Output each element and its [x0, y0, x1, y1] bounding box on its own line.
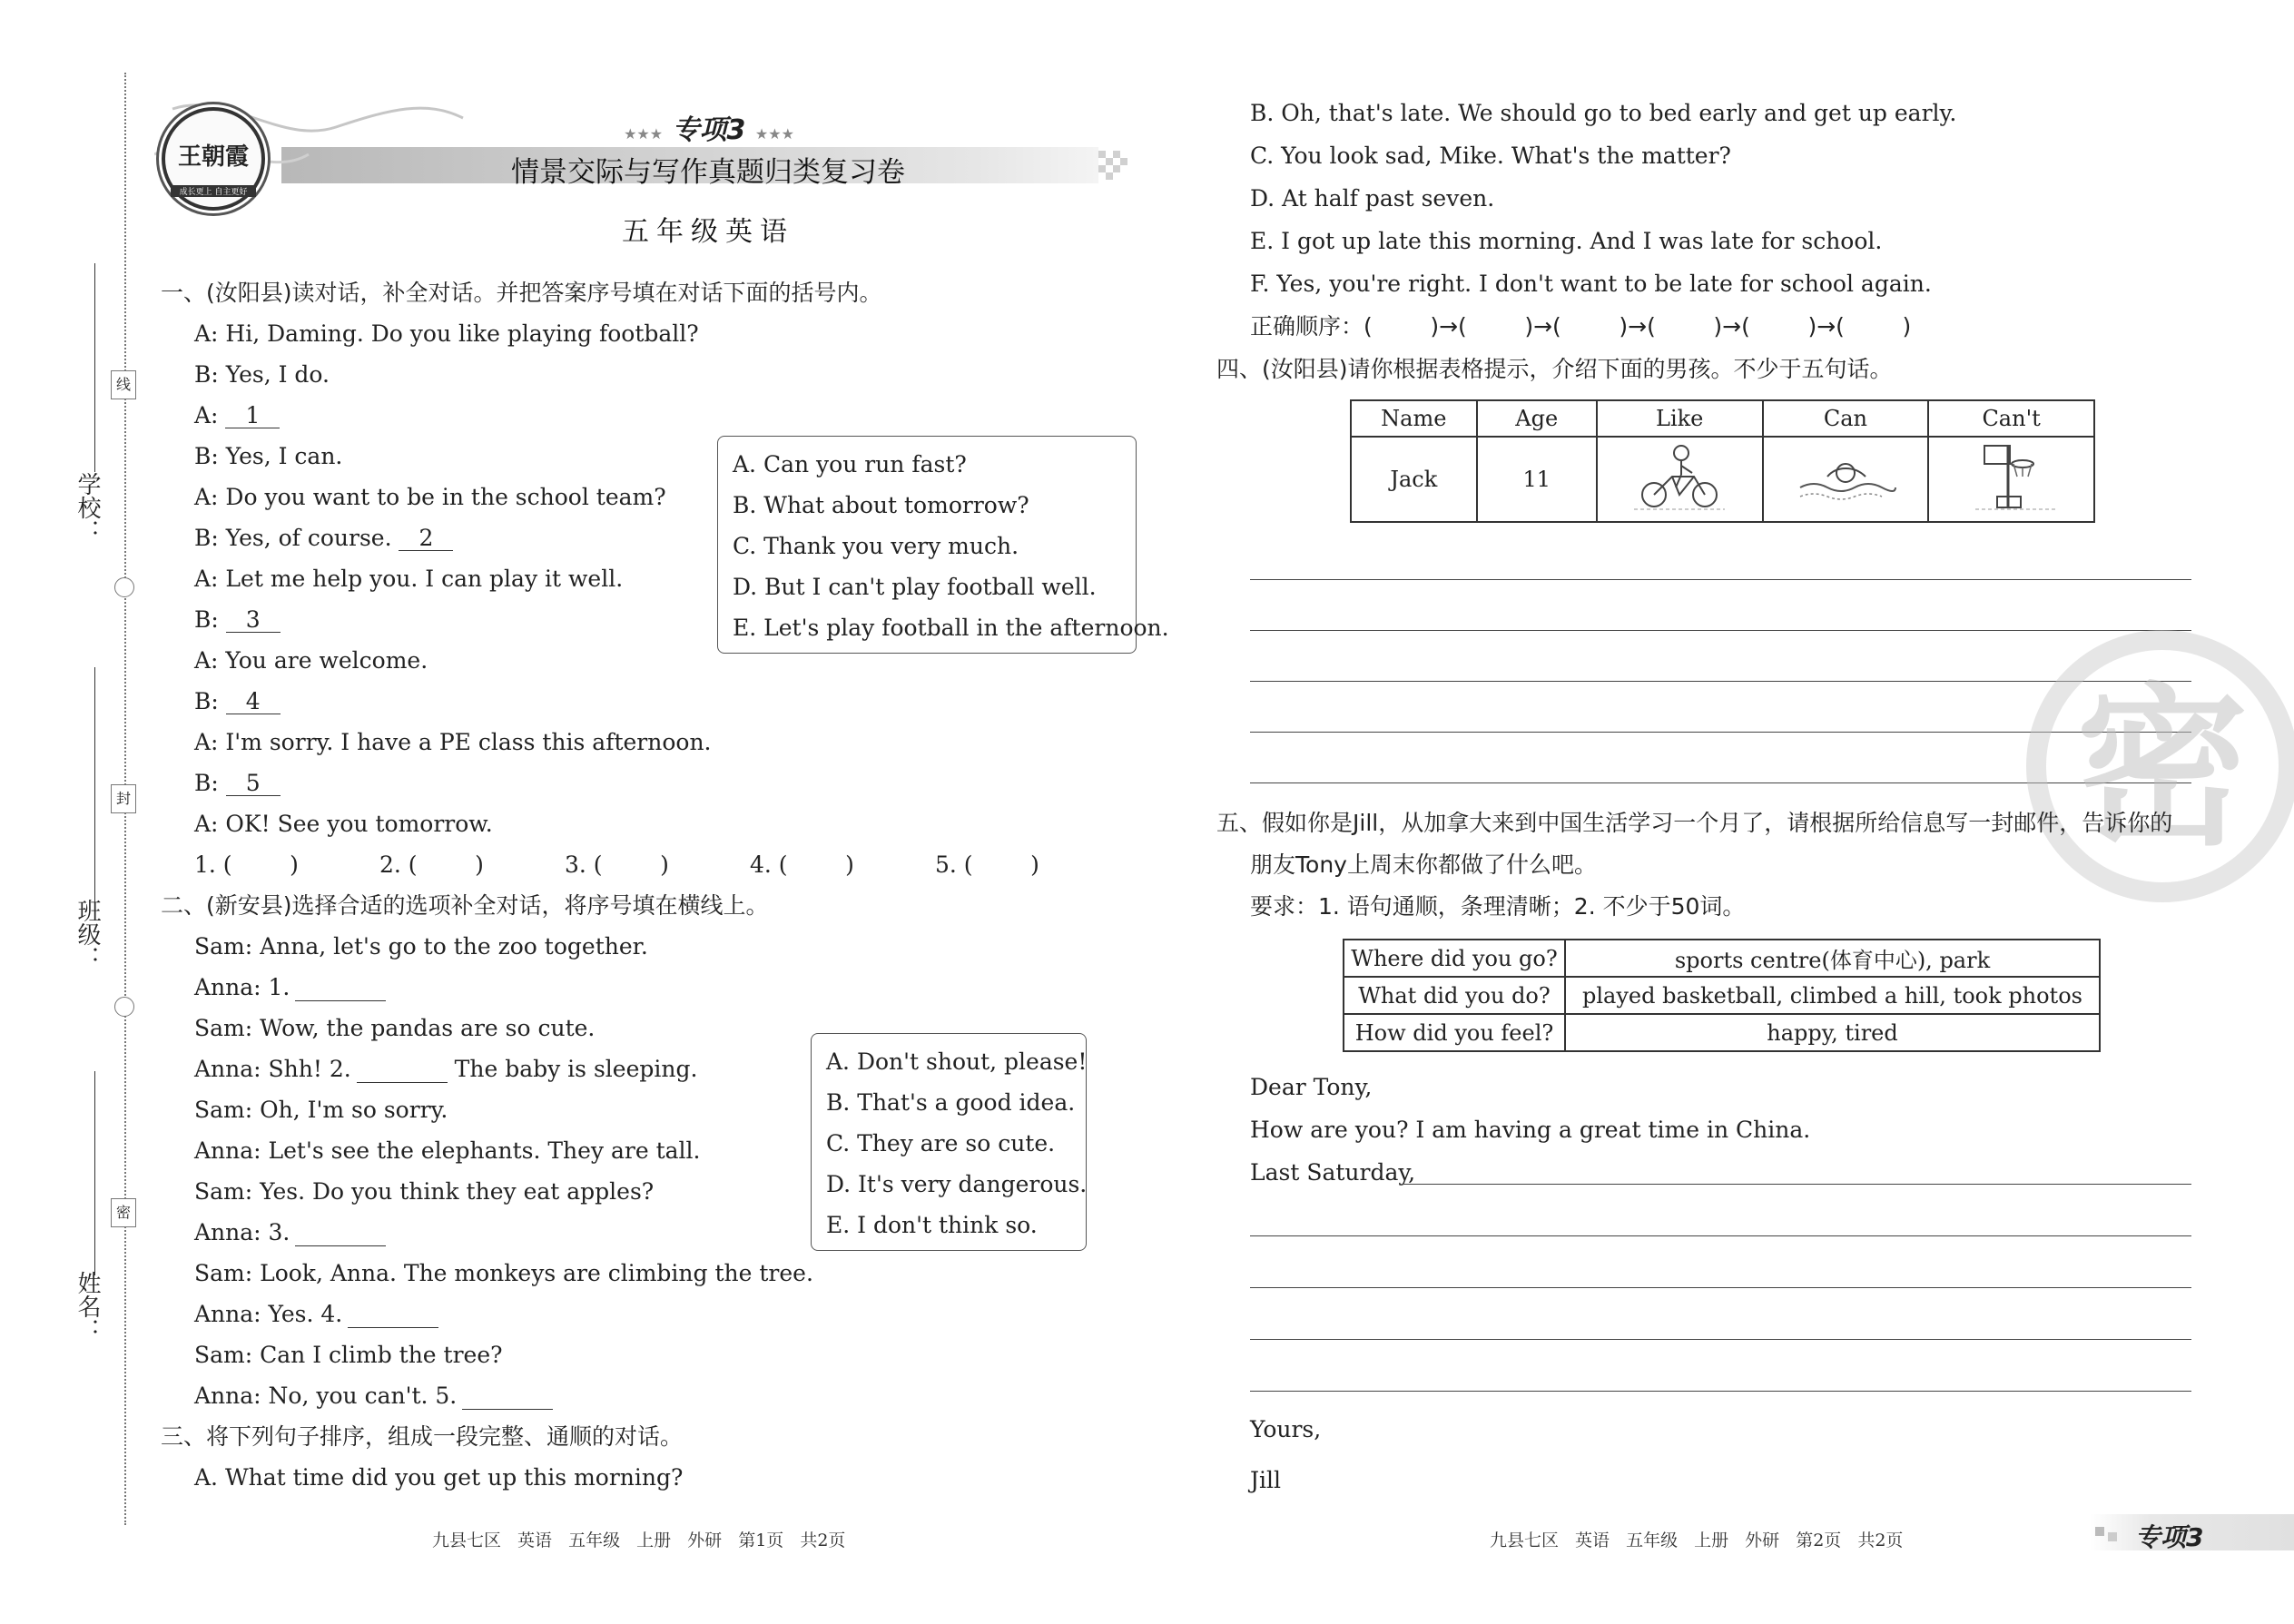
s1-answer-slot-5[interactable]: 5. ( ) — [935, 851, 1039, 878]
s2-line-2 — [194, 974, 386, 1001]
riding-bike-illustration — [1625, 440, 1734, 513]
s2-option-c: C. They are so cute. — [826, 1130, 1056, 1156]
s2-option-b: B. That's a good idea. — [826, 1089, 1076, 1116]
s2-line-text: Anna: Shh! 2. — [194, 1056, 351, 1082]
question-cell: How did you feel? — [1344, 1014, 1565, 1051]
s1-answer-slot-3[interactable]: 3. ( ) — [565, 851, 669, 878]
s1-option-b: B. What about tomorrow? — [733, 492, 1029, 518]
s1-line-12 — [194, 770, 281, 797]
s1-line-6 — [194, 525, 453, 552]
section5-requirement: 要求：1. 语句通顺，条理清晰；2. 不少于50词。 — [1250, 893, 1746, 920]
s1-answer-slot-1[interactable]: 1. ( ) — [194, 851, 299, 878]
footer-tag-squares — [2095, 1527, 2104, 1536]
s1-answer-slot-4[interactable]: 4. ( ) — [750, 851, 854, 878]
s1-line-8 — [194, 606, 281, 634]
s2-line-4 — [194, 1056, 697, 1083]
binding-hole-1 — [114, 577, 134, 597]
s2-line-12 — [194, 1383, 553, 1410]
can-cell — [1763, 437, 1929, 522]
series-stars-right: ★★★ — [754, 125, 794, 143]
age-cell: 11 — [1477, 437, 1597, 522]
answer-cell: happy, tired — [1565, 1014, 2100, 1051]
footer-tag-text: 专项3 — [2135, 1522, 2204, 1552]
question-cell: What did you do? — [1344, 977, 1565, 1014]
s2-option-e: E. I don't think so. — [826, 1212, 1038, 1238]
s3-order-answer[interactable]: 正确顺序：( )→( )→( )→( )→( )→( ) — [1250, 313, 1912, 340]
s2-line-text: Anna: No, you can't. 5. — [194, 1383, 458, 1409]
binding-hole-2 — [114, 997, 134, 1017]
s4-writing-line-3[interactable] — [1250, 681, 2191, 682]
page-subtitle: 五年级英语 — [622, 216, 794, 248]
s1-speaker: A: — [194, 402, 219, 428]
s3-sentence-e: E. I got up late this morning. And I was late for school. — [1250, 228, 1883, 254]
s1-options-box — [717, 436, 1169, 654]
class-label: 班级： — [74, 899, 101, 969]
s1-line-1: A: Hi, Daming. Do you like playing football? — [194, 320, 699, 347]
header-cell: Age — [1477, 400, 1597, 437]
answer-cell: sports centre(体育中心), park — [1565, 940, 2100, 977]
s1-blank-3[interactable]: 3 — [226, 608, 281, 633]
s1-line-7: A: Let me help you. I can play it well. — [194, 566, 624, 592]
s2-option-d: D. It's very dangerous. — [826, 1171, 1088, 1197]
s2-line-3: Sam: Wow, the pandas are so cute. — [194, 1015, 596, 1041]
name-label: 姓名： — [74, 1271, 101, 1342]
s3-sentence-f: F. Yes, you're right. I don't want to be late for school again. — [1250, 271, 1932, 297]
s2-line-10 — [194, 1301, 438, 1328]
s2-line-text: Anna: 3. — [194, 1219, 290, 1245]
section5-heading-line1: 五、假如你是Jill，从加拿大来到中国生活学习一个月了，请根据所给信息写一封邮件，告诉你的 — [1216, 810, 2173, 836]
letter-prompt: Last Saturday, — [1250, 1159, 1416, 1186]
letter-line-5[interactable] — [1250, 1391, 2191, 1392]
cant-cell — [1928, 437, 2094, 522]
section3-heading: 三、将下列句子排序，组成一段完整、通顺的对话。 — [161, 1423, 684, 1450]
s1-option-e: E. Let's play football in the afternoon. — [733, 615, 1169, 641]
s1-line-10 — [194, 688, 281, 715]
s2-line-5: Sam: Oh, I'm so sorry. — [194, 1097, 448, 1123]
letter-line-3[interactable] — [1250, 1287, 2191, 1288]
s1-answer-slot-2[interactable]: 2. ( ) — [379, 851, 484, 878]
s2-line-text: Anna: Yes. 4. — [194, 1301, 343, 1327]
s1-line-3 — [194, 402, 280, 429]
s2-blank-5[interactable] — [462, 1387, 553, 1410]
letter-signature: Jill — [1250, 1467, 1282, 1493]
section4-heading: 四、(汝阳县)请你根据表格提示，介绍下面的男孩。不少于五句话。 — [1216, 356, 1893, 382]
letter-line-2[interactable] — [1250, 1235, 2191, 1236]
series-title — [614, 107, 804, 147]
header-cell: Name — [1351, 400, 1477, 437]
s3-sentence-c: C. You look sad, Mike. What's the matter? — [1250, 143, 1731, 169]
header-cell: Can't — [1928, 400, 2094, 437]
answer-cell: played basketball, climbed a hill, took photos — [1565, 977, 2100, 1014]
s1-option-d: D. But I can't play football well. — [733, 574, 1097, 600]
series-stars-left: ★★★ — [624, 125, 664, 143]
s3-sentence-b: B. Oh, that's late. We should go to bed early and get up early. — [1250, 100, 1957, 126]
letter-closing: Yours, — [1250, 1416, 1322, 1442]
s1-line-9: A: You are welcome. — [194, 647, 428, 674]
s1-speaker: B: — [194, 606, 219, 633]
letter-greeting: Dear Tony, — [1250, 1074, 1373, 1100]
name-cell: Jack — [1351, 437, 1477, 522]
s3-sentence-a: A. What time did you get up this morning? — [194, 1464, 684, 1491]
s3-sentence-d: D. At half past seven. — [1250, 185, 1495, 212]
s1-blank-2[interactable]: 2 — [399, 527, 453, 551]
s1-line-2: B: Yes, I do. — [194, 361, 330, 388]
s1-line-13: A: OK! See you tomorrow. — [194, 811, 493, 837]
section2-heading: 二、(新安县)选择合适的选项补全对话，将序号填在横线上。 — [161, 892, 769, 919]
s1-line-5: A: Do you want to be in the school team? — [194, 484, 666, 510]
footer-tag — [2090, 1514, 2294, 1550]
school-label: 学校： — [74, 472, 101, 543]
s1-speaker: B: — [194, 770, 219, 796]
s4-writing-line-2[interactable] — [1250, 630, 2191, 631]
s2-line-6: Anna: Let's see the elephants. They are tall. — [194, 1137, 701, 1164]
s1-blank-5[interactable]: 5 — [226, 772, 281, 796]
s2-line-text: Anna: 1. — [194, 974, 290, 1000]
footer-tag-squares — [2108, 1532, 2117, 1541]
letter-line-4[interactable] — [1250, 1339, 2191, 1340]
letter-line-1[interactable] — [1403, 1184, 2191, 1185]
school-field-line[interactable] — [94, 263, 95, 472]
header-cell: Can — [1763, 400, 1929, 437]
s1-speaker: B: — [194, 688, 219, 714]
s2-line-tail: The baby is sleeping. — [454, 1056, 698, 1082]
section1-heading: 一、(汝阳县)读对话，补全对话。并把答案序号填在对话下面的括号内。 — [161, 280, 882, 306]
jack-info-table — [1350, 399, 2095, 523]
s2-option-a: A. Don't shout, please! — [826, 1048, 1088, 1075]
brand-logo-slogan: 成长更上 自主更好 — [171, 185, 256, 197]
watermark-char: 密 — [2075, 668, 2249, 869]
section5-heading-line2: 朋友Tony上周末你都做了什么吧。 — [1250, 851, 1597, 878]
s1-line-4: B: Yes, I can. — [194, 443, 343, 469]
basketball-hoop-illustration — [1957, 440, 2066, 513]
header-cell: Like — [1597, 400, 1763, 437]
s2-line-9: Sam: Look, Anna. The monkeys are climbing the tree. — [194, 1260, 813, 1286]
s2-line-1: Sam: Anna, let's go to the zoo together. — [194, 933, 648, 960]
binding-mark-xian: 线 — [111, 370, 136, 399]
s2-line-11: Sam: Can I climb the tree? — [194, 1342, 503, 1368]
series-title-text: 专项3 — [672, 114, 746, 146]
like-cell — [1597, 437, 1763, 522]
class-field-line[interactable] — [94, 667, 95, 903]
s2-blank-4[interactable] — [348, 1305, 438, 1328]
watermark-seal — [2026, 630, 2294, 902]
brand-logo-text: 王朝霞 — [177, 143, 249, 171]
s2-blank-2[interactable] — [357, 1060, 448, 1083]
s2-options-box — [811, 1033, 1087, 1251]
page1-footer: 九县七区 英语 五年级 上册 外研 第1页 共2页 — [432, 1530, 846, 1550]
page2-footer: 九县七区 英语 五年级 上册 外研 第2页 共2页 — [1490, 1530, 1904, 1550]
weekend-info-table — [1343, 939, 2101, 1052]
binding-mark-feng: 封 — [111, 784, 136, 813]
letter-opening: How are you? I am having a great time in China. — [1250, 1117, 1811, 1143]
swimming-illustration — [1791, 440, 1900, 513]
s4-writing-line-1[interactable] — [1250, 579, 2191, 580]
s1-line-11: A: I'm sorry. I have a PE class this afternoon. — [194, 729, 712, 755]
s2-blank-1[interactable] — [295, 979, 386, 1001]
s2-line-8 — [194, 1219, 386, 1246]
s1-line-text: B: Yes, of course. — [194, 525, 392, 551]
s1-blank-1[interactable]: 1 — [225, 404, 280, 428]
question-cell: Where did you go? — [1344, 940, 1565, 977]
s1-option-a: A. Can you run fast? — [733, 451, 967, 477]
s2-line-7: Sam: Yes. Do you think they eat apples? — [194, 1178, 655, 1205]
name-field-line[interactable] — [94, 1071, 95, 1275]
brand-logo — [162, 107, 265, 211]
s2-blank-3[interactable] — [295, 1224, 386, 1246]
s1-blank-4[interactable]: 4 — [226, 690, 281, 714]
binding-mark-mi: 密 — [111, 1198, 136, 1227]
s1-option-c: C. Thank you very much. — [733, 533, 1019, 559]
page-title: 情景交际与写作真题归类复习卷 — [511, 156, 905, 189]
